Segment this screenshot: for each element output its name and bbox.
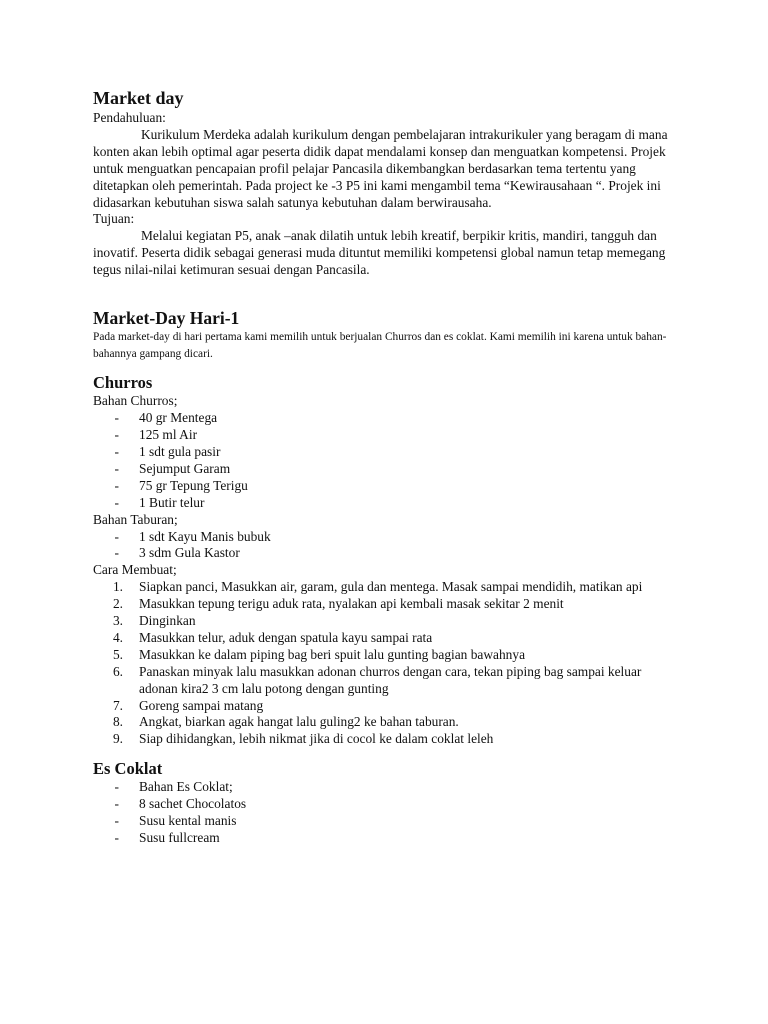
list-item-text: Masukkan ke dalam piping bag beri spuit lalu gunting bagian bawahnya: [139, 646, 526, 662]
dash-marker: -: [114, 410, 119, 426]
dash-marker: -: [114, 528, 119, 544]
list-item: [93, 495, 683, 512]
list-item: [93, 461, 683, 478]
list-item-text: 8 sachet Chocolatos: [139, 796, 247, 812]
spacer: [93, 362, 683, 372]
list-item: [93, 410, 683, 427]
number-marker: 8.: [112, 714, 123, 730]
list-item: [93, 630, 683, 647]
list-item-text: Goreng sampai matang: [139, 697, 264, 713]
number-marker: 4.: [112, 629, 123, 645]
list-item-text: Bahan Es Coklat;: [139, 779, 233, 795]
churros-steps-label: Cara Membuat;: [93, 562, 177, 578]
list-item-text: Siap dihidangkan, lebih nikmat jika di cocol ke dalam coklat leleh: [139, 731, 494, 747]
list-item: [93, 796, 683, 813]
list-item-text: 3 sdm Gula Kastor: [139, 545, 240, 561]
list-item: [93, 579, 683, 596]
list-item-text: 1 sdt gula pasir: [139, 443, 221, 459]
number-marker: 2.: [112, 596, 123, 612]
list-item-text: Siapkan panci, Masukkan air, garam, gula dan mentega. Masak sampai mendidih, matikan api: [139, 579, 643, 595]
dash-marker: -: [114, 796, 119, 812]
churros-topping-label: Bahan Taburan;: [93, 511, 178, 527]
list-item: [93, 731, 683, 748]
list-item-text: 125 ml Air: [139, 427, 198, 443]
goal-heading: Tujuan:: [93, 211, 135, 227]
list-item: [93, 698, 683, 715]
list-item: [93, 779, 683, 796]
spacer: [93, 279, 683, 307]
day1-heading: Market-Day Hari-1: [93, 308, 240, 329]
list-item: [93, 545, 683, 562]
churros-ingredients-list: [93, 410, 683, 511]
list-item: [93, 613, 683, 630]
number-marker: 6.: [112, 663, 123, 679]
list-item: [93, 647, 683, 664]
churros-ingredients-label: Bahan Churros;: [93, 393, 178, 409]
list-item-text: Masukkan telur, aduk dengan spatula kayu sampai rata: [139, 629, 433, 645]
list-item: [93, 478, 683, 495]
list-item: [93, 830, 683, 847]
dash-marker: -: [114, 443, 119, 459]
list-item-text: 40 gr Mentega: [139, 410, 218, 426]
list-item-text: 1 sdt Kayu Manis bubuk: [139, 528, 271, 544]
dash-marker: -: [114, 494, 119, 510]
spacer: [93, 748, 683, 758]
dash-marker: -: [114, 779, 119, 795]
list-item: [93, 444, 683, 461]
list-item-text: 1 Butir telur: [139, 494, 205, 510]
goal-paragraph: Melalui kegiatan P5, anak –anak dilatih untuk lebih kreatif, berpikir kritis, mandiri, tangguh dan inovatif. Peserta didik sebagai generasi muda dituntut memiliki kompetensi global namun tetap memegang tegus nilai-nilai ketimuran sesuai dengan Pancasila.: [93, 228, 666, 278]
list-item-text: 75 gr Tepung Terigu: [139, 477, 248, 493]
list-item-text: Dinginkan: [139, 613, 196, 629]
list-item: [93, 714, 683, 731]
list-item-text: Angkat, biarkan agak hangat lalu guling2 ke bahan taburan.: [139, 714, 459, 730]
number-marker: 5.: [112, 646, 123, 662]
list-item: [93, 596, 683, 613]
dash-marker: -: [114, 545, 119, 561]
number-marker: 1.: [112, 579, 123, 595]
dash-marker: -: [114, 427, 119, 443]
document-title: Market day: [93, 88, 184, 108]
dash-marker: -: [114, 813, 119, 829]
list-item: [93, 813, 683, 830]
intro-paragraph: Kurikulum Merdeka adalah kurikulum dengan pembelajaran intrakurikuler yang beragam di mana konten akan lebih optimal agar peserta didik dapat mendalami konsep dan menguatkan kompetensi. Projek untuk menguatkan pencapaian profil pelajar Pancasila dikembangkan berdasarkan tema tertentu yang ditetapkan oleh pemerintah. Pada project ke -3 P5 ini kami mengambil tema “Kewirausahaan “. Projek ini didasarkan kebutuhan siswa salah satunya kebutuhan dalam berwirausaha.: [93, 126, 668, 210]
list-item-text: Susu fullcream: [139, 830, 220, 845]
list-item-text: Susu kental manis: [139, 813, 237, 829]
dash-marker: -: [114, 460, 119, 476]
dash-marker: -: [114, 477, 119, 493]
number-marker: 9.: [112, 731, 123, 747]
es-coklat-heading: Es Coklat: [93, 759, 163, 779]
churros-topping-list: [93, 529, 683, 563]
intro-heading: Pendahuluan:: [93, 110, 166, 125]
day1-paragraph: Pada market-day di hari pertama kami memilih untuk berjualan Churros dan es coklat. Kami memilih ini karena untuk bahan-bahannya gampang dicari.: [93, 331, 667, 360]
es-coklat-list: [93, 779, 683, 847]
list-item-text: Panaskan minyak lalu masukkan adonan churros dengan cara, tekan piping bag sampai keluar adonan kira2 3 cm lalu potong dengan gunting: [139, 663, 642, 696]
list-item-text: Masukkan tepung terigu aduk rata, nyalakan api kembali masak sekitar 2 menit: [139, 596, 564, 612]
churros-heading: Churros: [93, 373, 153, 393]
list-item: [93, 529, 683, 546]
list-item: [93, 664, 683, 698]
document-page: [93, 86, 683, 847]
churros-steps-list: [93, 579, 683, 748]
number-marker: 3.: [112, 613, 123, 629]
list-item: [93, 427, 683, 444]
list-item-text: Sejumput Garam: [139, 460, 231, 476]
number-marker: 7.: [112, 697, 123, 713]
dash-marker: -: [114, 830, 119, 845]
